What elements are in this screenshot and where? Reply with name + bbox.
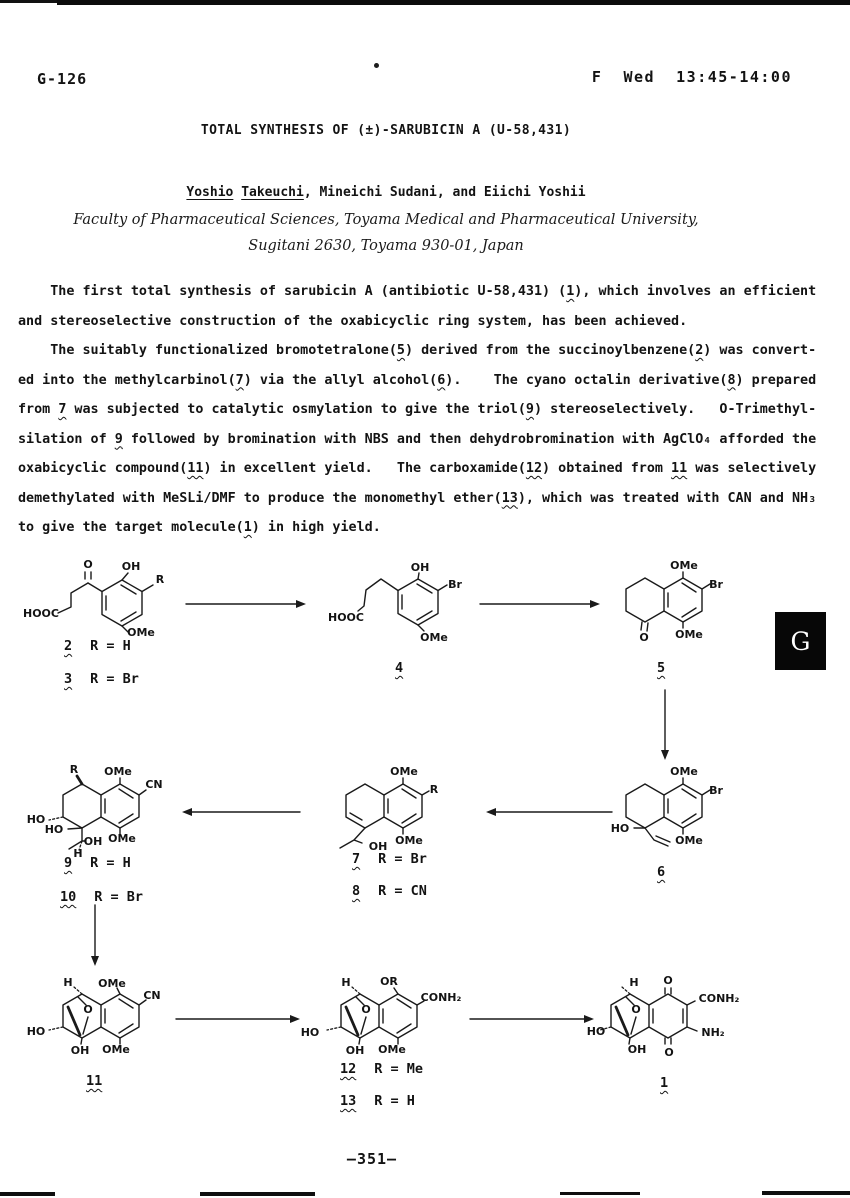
text-segment: was subjected to catalytic osmylation to give the triol( xyxy=(66,402,526,417)
atom-label: OH xyxy=(121,560,141,573)
atom-label: HO xyxy=(26,813,46,826)
compound-ref: 6 xyxy=(437,372,446,388)
atom-label: O xyxy=(664,1046,674,1059)
substituent-definition: R = CN xyxy=(378,883,427,899)
text-segment: ) stereoselectively. O-Trimethyl- xyxy=(533,402,817,417)
compound-number: 11 xyxy=(86,1073,103,1089)
atom-label: OMe xyxy=(670,559,698,572)
atom-label: CONH₂ xyxy=(420,991,462,1004)
text-segment: and stereoselective construction of the oxabicyclic ring system, has been achieved. xyxy=(18,313,688,329)
atom-label: OMe xyxy=(102,1043,130,1056)
text-segment: oxabicyclic compound( xyxy=(18,461,188,476)
atom-label: HO xyxy=(610,822,630,835)
compound-label-3 xyxy=(64,671,139,687)
atom-label: HO xyxy=(300,1026,320,1039)
text-segment: followed by bromination with NBS and then dehydrobromination with AgClO₄ afforded the xyxy=(122,431,817,447)
atom-label: OMe xyxy=(98,977,126,990)
structure-12-13 xyxy=(327,987,424,1044)
atom-label: O xyxy=(361,1003,371,1016)
atom-label: CONH₂ xyxy=(698,992,740,1005)
compound-label-1 xyxy=(660,1075,668,1091)
atom-label: CN xyxy=(143,989,161,1002)
compound-ref: 1 xyxy=(566,284,575,299)
atom-label: OMe xyxy=(675,834,703,847)
atom-label: OMe xyxy=(420,631,448,644)
atom-label: R xyxy=(429,783,439,796)
atom-label: H xyxy=(63,976,73,989)
substituent-definition: R = H xyxy=(374,1093,415,1109)
compound-number: 8 xyxy=(352,883,361,899)
text-segment: silation of xyxy=(18,431,115,447)
compound-ref: 13 xyxy=(501,490,518,506)
text-segment: to give the target molecule( xyxy=(18,520,244,535)
compound-label-11 xyxy=(86,1073,102,1089)
atom-label: HO xyxy=(26,1025,46,1038)
atom-label: Br xyxy=(709,578,723,591)
compound-number: 12 xyxy=(340,1061,357,1077)
atom-label: OMe xyxy=(675,628,703,641)
text-segment: Takeuchi xyxy=(241,185,304,200)
compound-ref: 1 xyxy=(243,520,252,535)
atom-label: OMe xyxy=(378,1043,406,1056)
substituent-definition: R = Br xyxy=(378,851,427,867)
text-segment: The suitably functionalized bromotetralone( xyxy=(18,343,397,358)
text-segment: ) via the allyl alcohol( xyxy=(243,372,438,388)
text-segment: ) in excellent yield. The carboxamide( xyxy=(203,461,526,476)
text-segment: The first total synthesis of sarubicin A (antibiotic U-58,431) ( xyxy=(18,284,567,299)
section-tab: G xyxy=(775,612,826,670)
page-number: —351— xyxy=(346,1150,398,1168)
atom-label: OMe xyxy=(390,765,418,778)
text-segment: demethylated with MeSLi/DMF to produce the monomethyl ether( xyxy=(18,490,502,506)
atom-label: OMe xyxy=(670,765,698,778)
atom-label: OH xyxy=(83,835,103,848)
atom-label: OMe xyxy=(108,832,136,845)
compound-label-13 xyxy=(340,1093,415,1109)
compound-number: 10 xyxy=(60,889,77,905)
text-segment: Yoshio xyxy=(186,185,234,200)
atom-label: OH xyxy=(70,1044,90,1057)
scan-edge-bottom xyxy=(200,1192,315,1196)
compound-label-4 xyxy=(395,660,403,676)
atom-label: OR xyxy=(380,975,398,988)
compound-ref: 7 xyxy=(235,372,244,388)
atom-label: O xyxy=(639,631,649,644)
structure-2-3 xyxy=(58,572,153,632)
session-code: G-126 xyxy=(37,70,88,88)
paper-title: TOTAL SYNTHESIS OF (±)-SARUBICIN A (U-58,431) xyxy=(200,123,572,138)
text-segment: , Mineichi Sudani, and Eiichi Yoshii xyxy=(303,185,586,200)
structure-5 xyxy=(626,572,710,631)
text-segment: ) was convert- xyxy=(703,343,817,358)
compound-label-8 xyxy=(352,883,427,899)
text-segment: ). The cyano octalin derivative( xyxy=(445,372,728,388)
scan-edge-bottom xyxy=(0,1192,55,1196)
text-segment: ) prepared xyxy=(735,372,817,388)
compound-ref: 9 xyxy=(114,431,123,447)
atom-label: OH xyxy=(627,1043,647,1056)
affiliation-line-2: Sugitani 2630, Toyama 930-01, Japan xyxy=(248,238,524,254)
compound-ref: 11 xyxy=(671,461,688,476)
compound-ref: 2 xyxy=(695,343,704,358)
atom-label: HO xyxy=(44,823,64,836)
atom-label: OMe xyxy=(127,626,155,639)
atom-label: O xyxy=(663,974,673,987)
atom-label: CN xyxy=(145,778,163,791)
compound-label-12 xyxy=(340,1061,423,1077)
text-segment: ), which involves an efficient xyxy=(574,284,817,299)
substituent-definition: R = H xyxy=(90,638,131,654)
compound-number: 4 xyxy=(395,660,404,676)
substituent-definition: R = Br xyxy=(90,671,139,687)
atom-label: OH xyxy=(345,1044,365,1057)
compound-number: 13 xyxy=(340,1093,357,1109)
compound-label-2 xyxy=(64,638,131,654)
compound-number: 1 xyxy=(660,1075,669,1091)
atom-label: R xyxy=(155,573,165,586)
atom-label: NH₂ xyxy=(701,1026,725,1039)
compound-number: 2 xyxy=(64,638,73,654)
text-segment: ed into the methylcarbinol( xyxy=(18,372,236,388)
compound-ref: 7 xyxy=(58,402,67,417)
compound-number: 5 xyxy=(657,660,666,676)
substituent-definition: R = Br xyxy=(94,889,144,905)
affiliation-line-1: Faculty of Pharmaceutical Sciences, Toyama Medical and Pharmaceutical University, xyxy=(73,212,699,228)
atom-label: HOOC xyxy=(23,607,59,620)
atom-label: HO xyxy=(586,1025,606,1038)
compound-ref: 8 xyxy=(727,372,736,388)
atom-label: O xyxy=(83,558,93,571)
atom-label: H xyxy=(73,847,83,860)
structure-11 xyxy=(49,987,146,1044)
atom-label: R xyxy=(69,763,79,776)
atom-label: OH xyxy=(410,561,430,574)
structure-1 xyxy=(600,987,697,1044)
atom-label: HOOC xyxy=(328,611,364,624)
text-segment: ) obtained from xyxy=(542,461,672,476)
text-segment: was selectively xyxy=(687,461,817,476)
atom-label: OH xyxy=(368,840,388,853)
text-segment: from xyxy=(18,402,59,417)
substituent-definition: R = H xyxy=(90,855,131,871)
scan-edge-bottom xyxy=(560,1192,640,1195)
reaction-arrows xyxy=(91,600,669,1023)
compound-label-6 xyxy=(657,864,665,880)
scan-edge-bottom xyxy=(762,1191,850,1195)
structure-4 xyxy=(358,573,447,631)
compound-ref: 12 xyxy=(525,461,543,476)
atom-label: O xyxy=(83,1003,93,1016)
text-segment: ), which was treated with CAN and NH₃ xyxy=(517,490,817,506)
atom-label: H xyxy=(629,976,639,989)
compound-number: 6 xyxy=(657,864,666,880)
compound-number: 7 xyxy=(352,851,361,867)
atom-label: OMe xyxy=(104,765,132,778)
text-segment: ) derived from the succinoylbenzene( xyxy=(404,343,696,358)
compound-ref: 5 xyxy=(396,343,405,358)
compound-ref: 9 xyxy=(525,402,534,417)
compound-label-5 xyxy=(657,660,665,676)
compound-ref: 11 xyxy=(187,461,204,476)
compound-label-10 xyxy=(60,889,143,905)
text-segment: ) in high yield. xyxy=(251,520,381,535)
session-time: F Wed 13:45-14:00 xyxy=(591,68,792,86)
compound-number: 9 xyxy=(64,855,73,871)
substituent-definition: R = Me xyxy=(374,1061,424,1077)
compound-label-7 xyxy=(352,851,427,867)
atom-label: Br xyxy=(448,578,462,591)
atom-label: O xyxy=(631,1003,641,1016)
atom-label: H xyxy=(341,976,351,989)
atom-label: Br xyxy=(709,784,723,797)
compound-number: 3 xyxy=(64,671,73,687)
atom-label: OMe xyxy=(395,834,423,847)
compound-label-9 xyxy=(64,855,131,871)
